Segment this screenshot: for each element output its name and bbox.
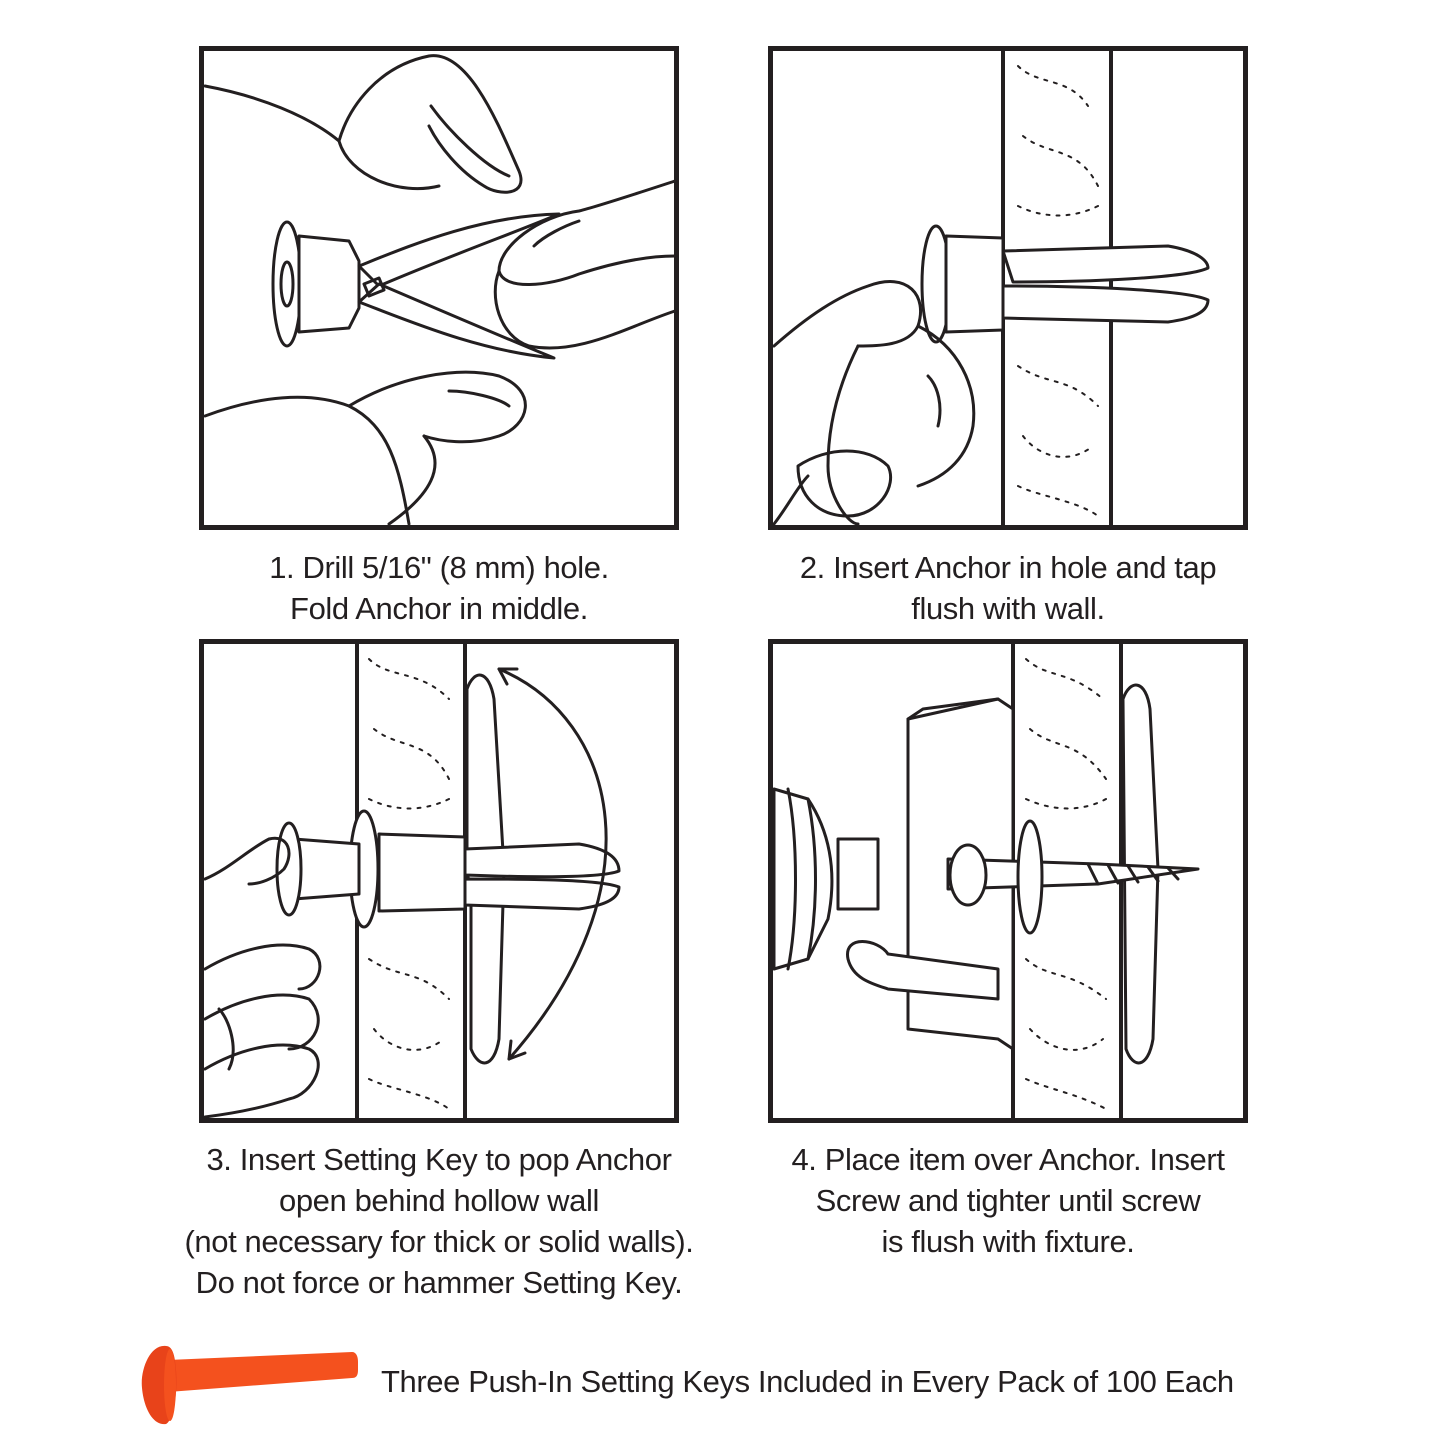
screw-fixture-icon — [768, 639, 1248, 1123]
hand-insert-anchor-icon — [768, 46, 1248, 530]
caption-line: 3. Insert Setting Key to pop Anchor — [206, 1142, 672, 1177]
caption-line: 1. Drill 5/16" (8 mm) hole. — [269, 550, 609, 585]
step-1-illustration — [199, 46, 679, 530]
step-4-illustration — [768, 639, 1248, 1123]
step-2-caption — [708, 547, 1308, 629]
caption-line: 4. Place item over Anchor. Insert — [791, 1142, 1225, 1177]
caption-line: open behind hollow wall — [279, 1183, 599, 1218]
caption-line: (not necessary for thick or solid walls). — [184, 1224, 694, 1259]
step-4-caption — [708, 1139, 1308, 1262]
caption-line: is flush with fixture. — [881, 1224, 1135, 1259]
step-3-caption — [139, 1139, 739, 1303]
footer-note: Three Push-In Setting Keys Included in Every Pack of 100 Each — [381, 1364, 1234, 1399]
step-3-illustration — [199, 639, 679, 1123]
hand-fold-anchor-icon — [199, 46, 679, 530]
caption-line: Do not force or hammer Setting Key. — [195, 1265, 683, 1300]
setting-key-pop-anchor-icon — [199, 639, 679, 1123]
caption-line: Screw and tighter until screw — [815, 1183, 1201, 1218]
caption-line: Fold Anchor in middle. — [290, 591, 588, 626]
step-1-caption — [139, 547, 739, 629]
caption-line: 2. Insert Anchor in hole and tap — [799, 550, 1217, 585]
setting-key-icon — [130, 1340, 362, 1430]
step-2-illustration — [768, 46, 1248, 530]
caption-line: flush with wall. — [911, 591, 1105, 626]
